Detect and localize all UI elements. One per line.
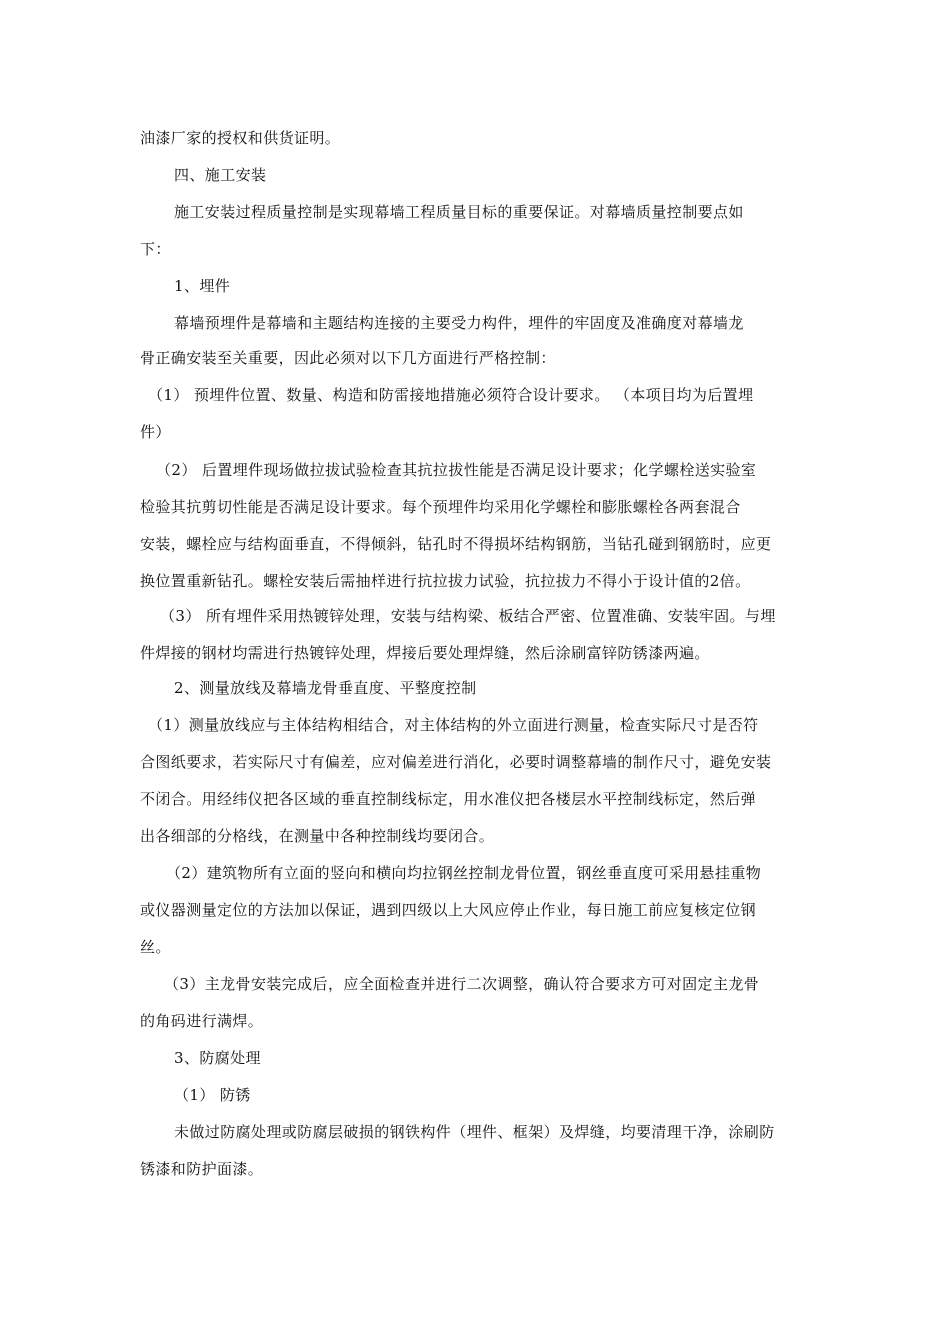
text-line: （3） 所有埋件采用热镀锌处理，安装与结构梁、板结合严密、位置准确、安装牢固。与埋 bbox=[160, 607, 776, 625]
text-line: （1） 预埋件位置、数量、构造和防雷接地措施必须符合设计要求。 （本项目均为后置埋 bbox=[148, 386, 754, 404]
text-line: 的角码进行满焊。 bbox=[140, 1012, 264, 1030]
text-line: 幕墙预埋件是幕墙和主题结构连接的主要受力构件，埋件的牢固度及准确度对幕墙龙 bbox=[174, 314, 744, 332]
text-line: （2）建筑物所有立面的竖向和横向均拉钢丝控制龙骨位置，钢丝垂直度可采用悬挂重物 bbox=[166, 864, 762, 882]
subsection-heading: 2、测量放线及幕墙龙骨垂直度、平整度控制 bbox=[174, 679, 477, 697]
text-line: （2） 后置埋件现场做拉拔试验检查其抗拉拔性能是否满足设计要求；化学螺栓送实验室 bbox=[156, 461, 757, 479]
subsection-heading: 1、埋件 bbox=[174, 277, 231, 295]
section-heading: 四、施工安装 bbox=[174, 166, 267, 184]
subsection-heading: 3、防腐处理 bbox=[174, 1049, 261, 1067]
text-line: 不闭合。用经纬仪把各区域的垂直控制线标定，用水准仪把各楼层水平控制线标定，然后弹 bbox=[140, 790, 757, 808]
text-line: 安装，螺栓应与结构面垂直，不得倾斜，钻孔时不得损坏结构钢筋，当钻孔碰到钢筋时，应更 bbox=[140, 535, 772, 553]
text-line: 锈漆和防护面漆。 bbox=[140, 1160, 264, 1178]
text-line: 油漆厂家的授权和供货证明。 bbox=[140, 129, 341, 147]
text-line: 件） bbox=[140, 423, 171, 441]
text-line: 骨正确安装至关重要，因此必须对以下几方面进行严格控制： bbox=[140, 349, 556, 367]
text-line: （1）测量放线应与主体结构相结合，对主体结构的外立面进行测量，检查实际尺寸是否符 bbox=[148, 716, 759, 734]
text-line: 丝。 bbox=[140, 938, 171, 956]
text-line: 施工安装过程质量控制是实现幕墙工程质量目标的重要保证。对幕墙质量控制要点如 bbox=[174, 203, 744, 221]
text-line: 未做过防腐处理或防腐层破损的钢铁构件（埋件、框架）及焊缝，均要清理干净，涂刷防 bbox=[174, 1123, 775, 1141]
text-line: 出各细部的分格线，在测量中各种控制线均要闭合。 bbox=[140, 827, 495, 845]
text-line: 下： bbox=[140, 240, 171, 258]
text-line: 换位置重新钻孔。螺栓安装后需抽样进行抗拉拔力试验，抗拉拔力不得小于设计值的2倍。 bbox=[140, 572, 751, 590]
text-line: 或仪器测量定位的方法加以保证，遇到四级以上大风应停止作业，每日施工前应复核定位钢 bbox=[140, 901, 757, 919]
text-line: （3）主龙骨安装完成后，应全面检查并进行二次调整，确认符合要求方可对固定主龙骨 bbox=[164, 975, 760, 993]
text-line: 检验其抗剪切性能是否满足设计要求。每个预埋件均采用化学螺栓和膨胀螺栓各两套混合 bbox=[140, 498, 741, 516]
text-line: （1） 防锈 bbox=[174, 1086, 251, 1104]
text-line: 合图纸要求，若实际尺寸有偏差，应对偏差进行消化，必要时调整幕墙的制作尺寸，避免安装 bbox=[140, 753, 772, 771]
text-line: 件焊接的钢材均需进行热镀锌处理，焊接后要处理焊缝，然后涂刷富锌防锈漆两遍。 bbox=[140, 644, 710, 662]
